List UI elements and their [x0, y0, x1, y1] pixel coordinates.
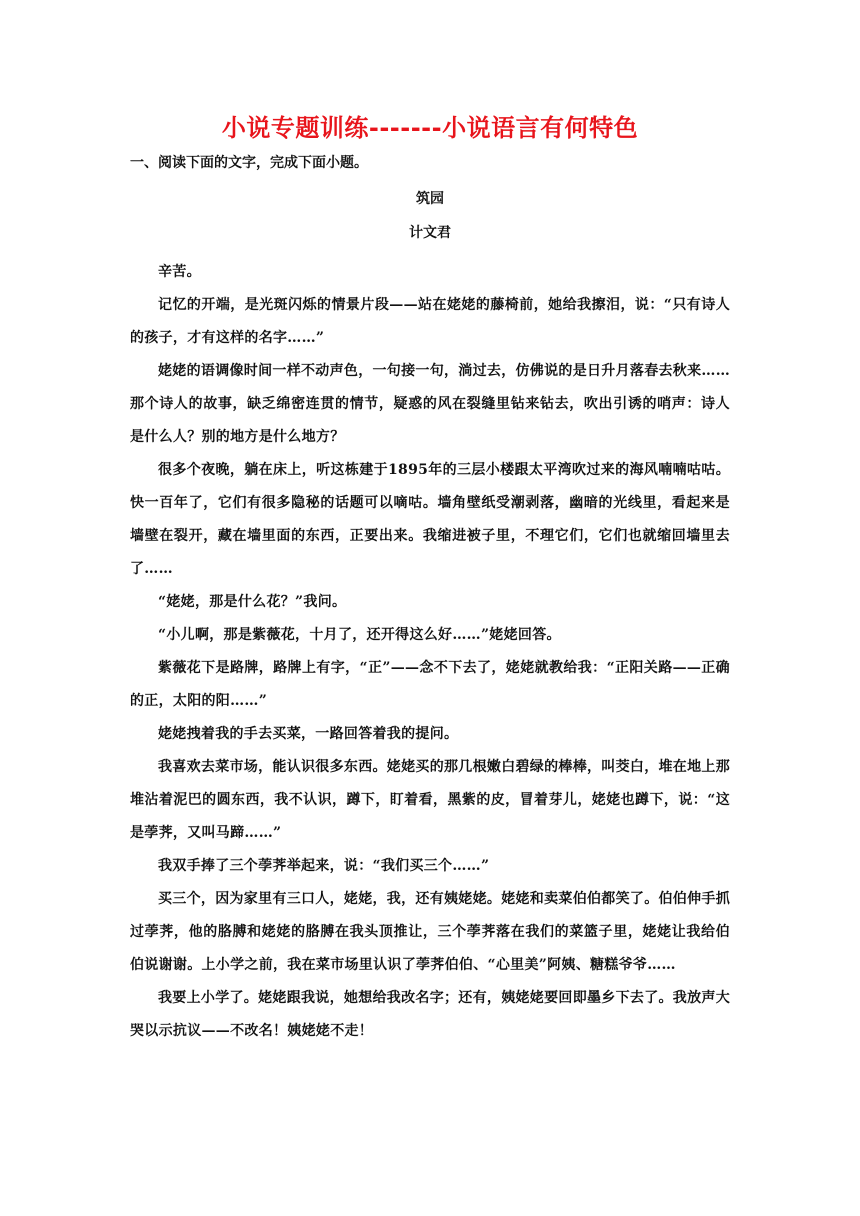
paragraph: 很多个夜晚，躺在床上，听这栋建于1895年的三层小楼跟太平湾吹过来的海风喃喃咕咕。快一百年了，它们有很多隐秘的话题可以嘀咕。墙角壁纸受潮剥落，幽暗的光线里，看起来是墙壁在裂开，藏在墙里面的东西，正要出来。我缩进被子里，不理它们，它们也就缩回墙里去了……	[130, 462, 730, 577]
paragraph: 姥姥的语调像时间一样不动声色，一句接一句，淌过去，仿佛说的是日升月落春去秋来……那个诗人的故事，缺乏绵密连贯的情节，疑惑的风在裂缝里钻来钻去，吹出引诱的哨声：诗人是什么人？别的地方是什么地方？	[130, 363, 730, 445]
story-title: 筑园	[416, 191, 444, 207]
paragraph: “小儿啊，那是紫薇花，十月了，还开得这么好……”姥姥回答。	[158, 627, 561, 643]
paragraph: 记忆的开端，是光斑闪烁的情景片段——站在姥姥的藤椅前，她给我擦泪，说：“只有诗人的孩子，才有这样的名字……”	[130, 297, 730, 346]
paragraph: 姥姥拽着我的手去买菜，一路回答着我的提问。	[158, 726, 459, 742]
paragraph: 买三个，因为家里有三口人，姥姥，我，还有姨姥姥。姥姥和卖菜伯伯都笑了。伯伯伸手抓过荸荠，他的胳膊和姥姥的胳膊在我头顶推让，三个荸荠落在我们的菜篮子里，姥姥让我给伯伯说谢谢。上小学之前，我在菜市场里认识了荸荠伯伯、“心里美”阿姨、糖糕爷爷……	[130, 891, 730, 973]
paragraph: 我喜欢去菜市场，能认识很多东西。姥姥买的那几根嫩白碧绿的棒棒，叫茭白，堆在地上那堆沾着泥巴的圆东西，我不认识，蹲下，盯着看，黑紫的皮，冒着芽儿，姥姥也蹲下，说：“这是荸荠，又叫马蹄……”	[130, 759, 730, 841]
paragraph: 我要上小学了。姥姥跟我说，她想给我改名字；还有，姨姥姥要回即墨乡下去了。我放声大哭以示抗议——不改名！姨姥姥不走！	[130, 990, 730, 1039]
story-body	[130, 256, 730, 1048]
paragraph: 辛苦。	[158, 264, 201, 280]
paragraph: 我双手捧了三个荸荠举起来，说：“我们买三个……”	[158, 858, 490, 874]
paragraph: “姥姥，那是什么花？”我问。	[158, 594, 347, 610]
paragraph: 紫薇花下是路牌，路牌上有字，“正”——念不下去了，姥姥就教给我：“正阳关路——正确的正，太阳的阳……”	[130, 660, 730, 709]
document-title: 小说专题训练-------小说语言有何特色	[221, 114, 639, 142]
question-instruction: 一、阅读下面的文字，完成下面小题。	[130, 155, 368, 171]
story-author: 计文君	[409, 225, 451, 241]
